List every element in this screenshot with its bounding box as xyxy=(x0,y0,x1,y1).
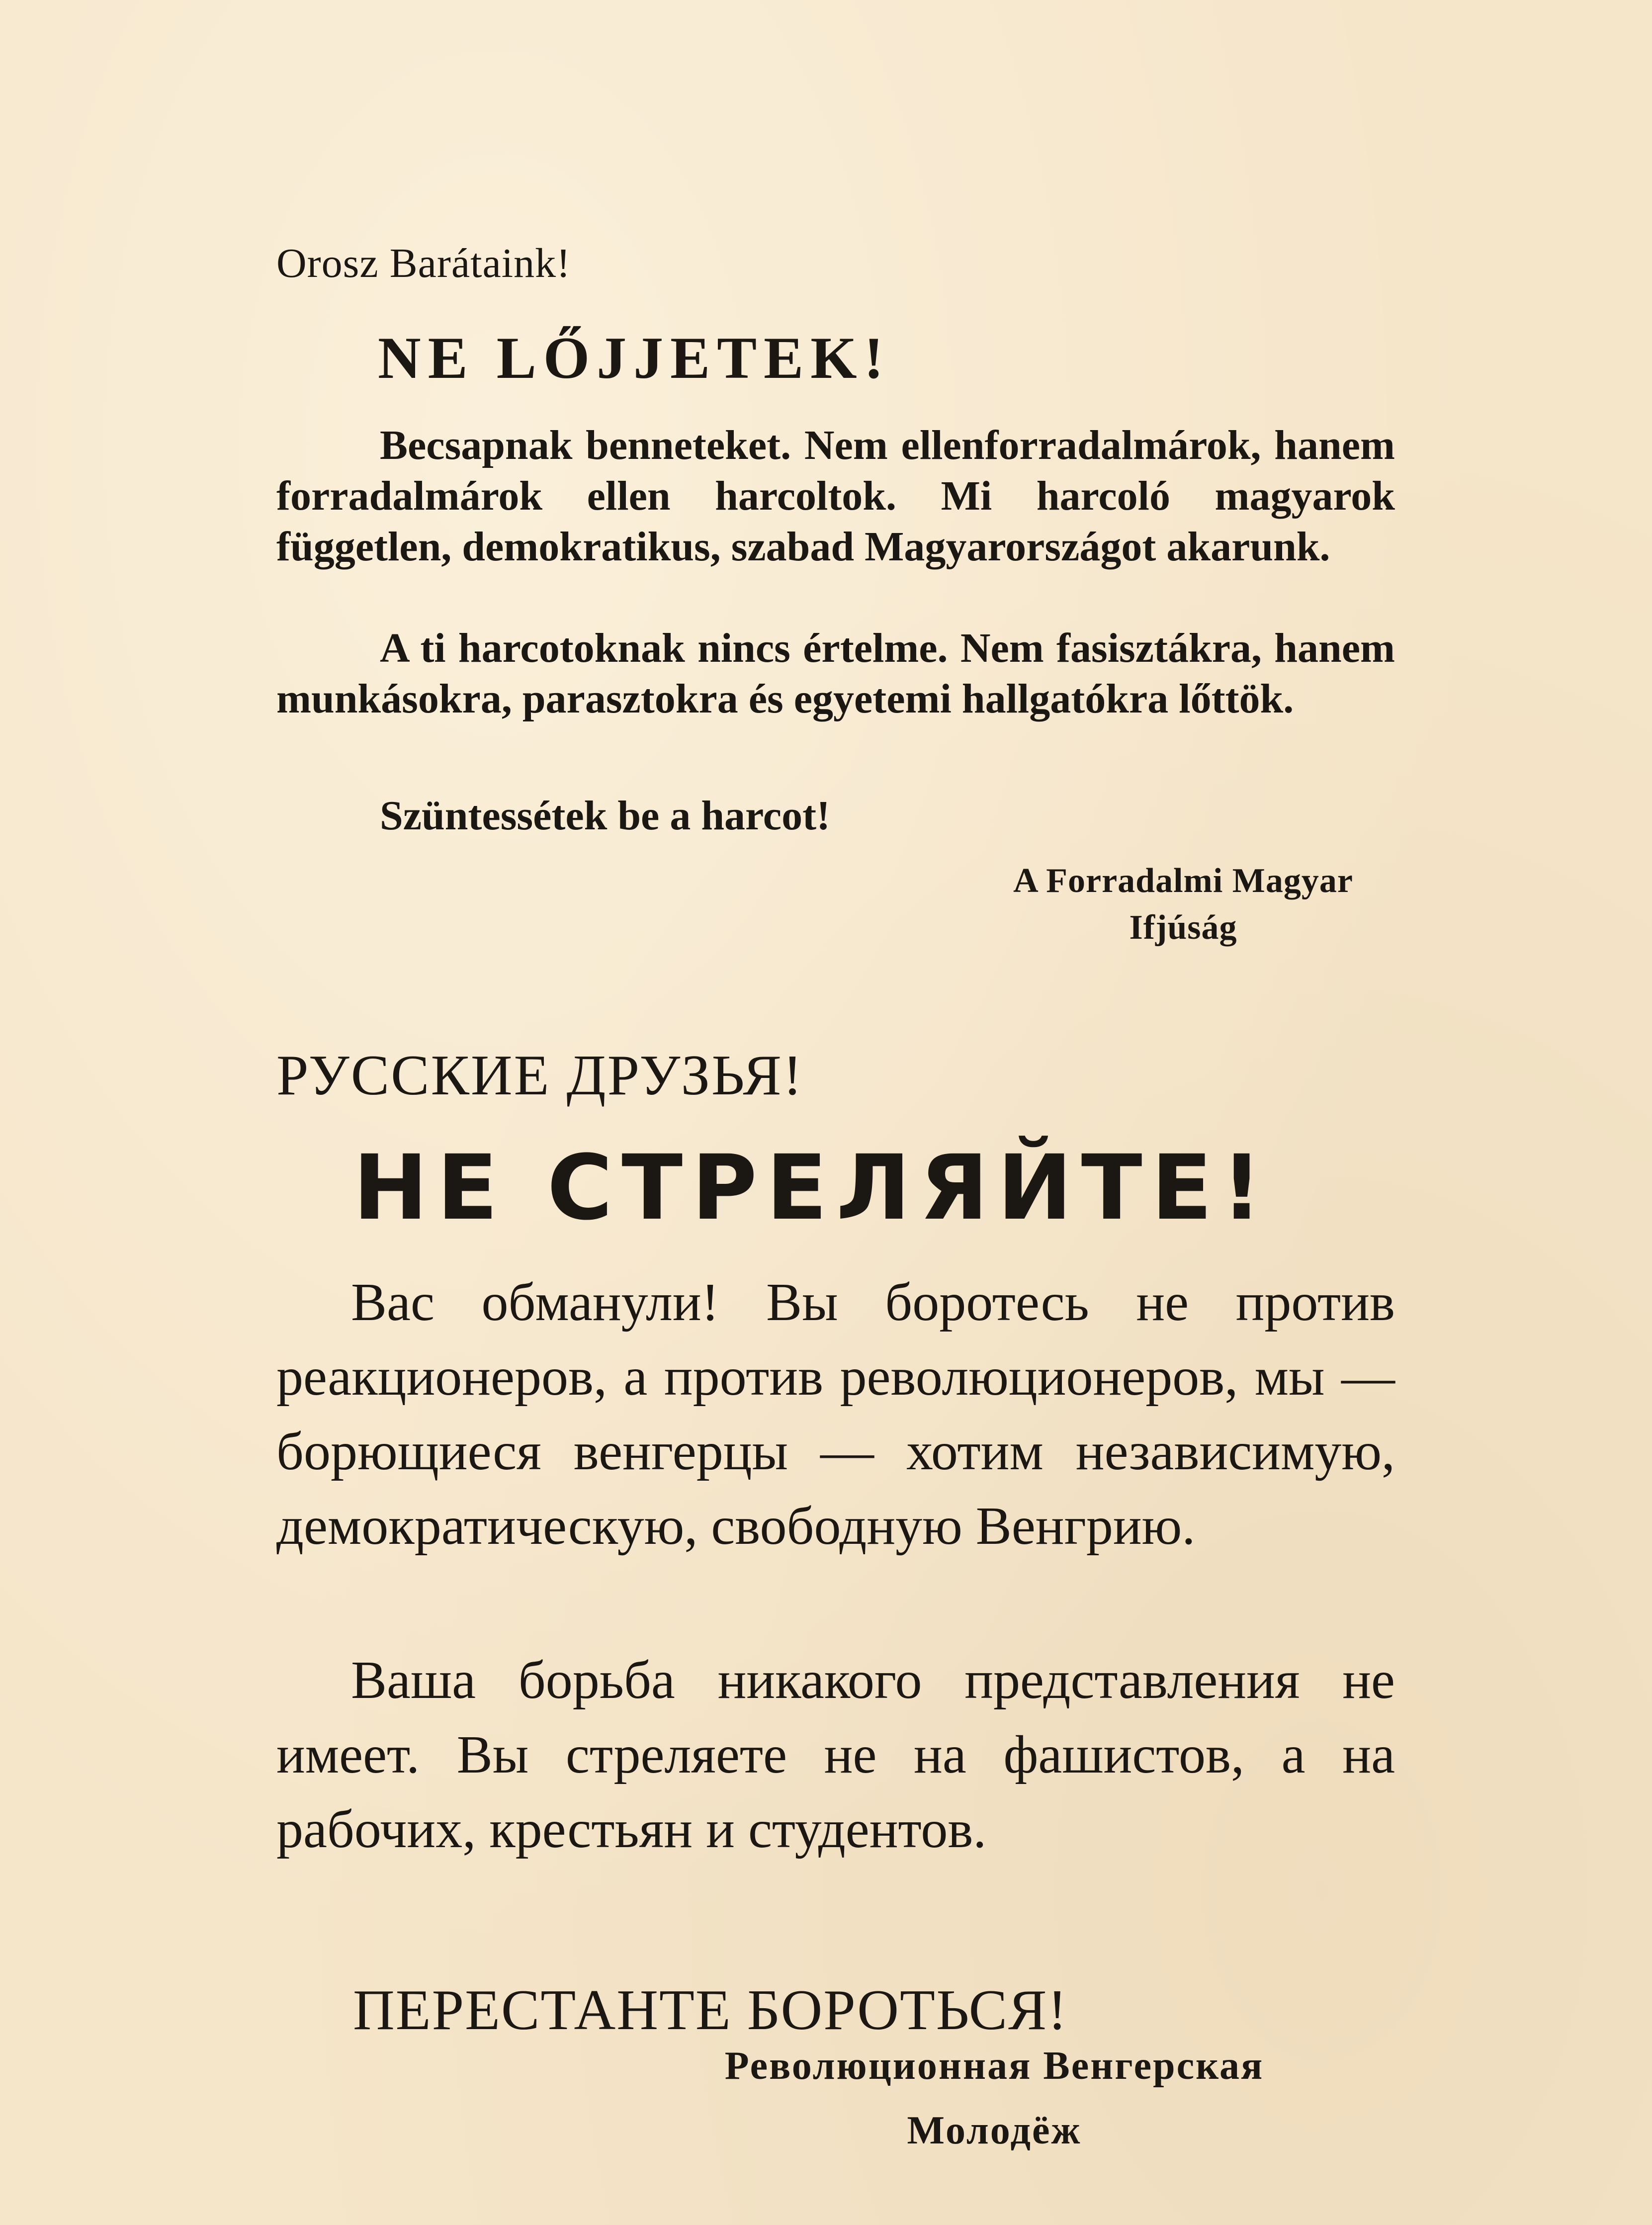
russian-signature-line-1: Революционная Венгерская xyxy=(724,2044,1264,2088)
hungarian-greeting: Orosz Barátaink! xyxy=(276,240,571,286)
russian-signature-line-2: Молодёж xyxy=(907,2109,1082,2152)
hungarian-paragraph-2: A ti harcotoknak nincs értelme. Nem fasisztákra, hanem munkásokra, parasztokra és egyetemi hallgatókra lőttök. xyxy=(276,625,1395,722)
russian-headline: НЕ СТРЕЛЯЙТЕ! xyxy=(353,1136,1271,1240)
russian-signature xyxy=(587,2034,1402,2163)
hungarian-signature-line-1: A Forradalmi Magyar xyxy=(1013,862,1353,900)
hungarian-signature xyxy=(959,858,1407,951)
hungarian-signature-line-2: Ifjúság xyxy=(1129,908,1237,947)
russian-paragraph-1: Вас обманули! Вы боротесь не против реакционеров, а против революционеров, мы — борющиеся венгерцы — хотим независимую, демократическую, свободную Венгрию. xyxy=(276,1273,1395,1556)
russian-paragraph-3: ПЕРЕСТАНТЕ БОРОТЬСЯ! xyxy=(353,1978,1068,2042)
hungarian-headline: NE LŐJJETEK! xyxy=(378,325,891,391)
russian-greeting: РУССКИЕ ДРУЗЬЯ! xyxy=(276,1044,804,1107)
russian-paragraph-2: Ваша борьба никакого представления не имеет. Вы стреляете не на фашистов, а на рабочих, крестьян и студентов. xyxy=(276,1651,1395,1859)
hungarian-paragraph-3: Szüntessétek be a harcot! xyxy=(380,793,831,839)
hungarian-paragraph-1: Becsapnak benneteket. Nem ellenforradalmárok, hanem forradalmárok ellen harcoltok. Mi harcoló magyarok független, demokratikus, szabad Magyarországot akarunk. xyxy=(276,422,1395,570)
